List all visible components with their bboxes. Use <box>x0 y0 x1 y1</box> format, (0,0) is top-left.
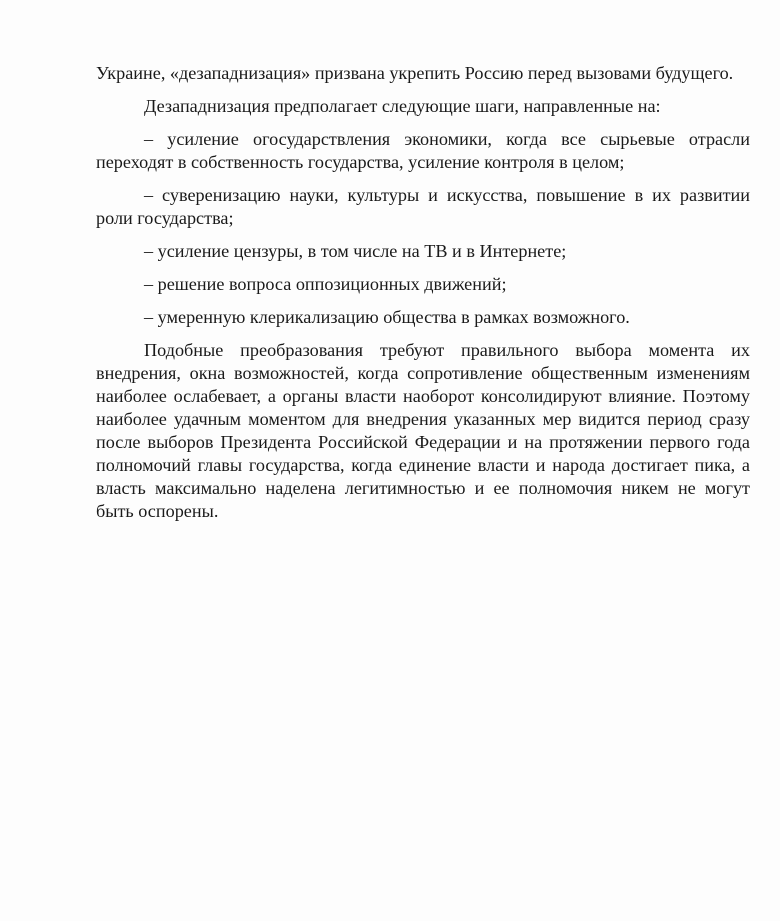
paragraph-steps-intro: Дезападнизация предполагает следующие шаги, направленные на: <box>144 96 661 116</box>
paragraph-timing: Подобные преобразования требуют правильного выбора момента их внедрения, окна возможностей, когда сопротивление общественным изменениям наиболее ослабевает, а органы власти наоборот консолидируют влияние. Поэтому наиболее удачным моментом для внедрения указанных мер видится период сразу после выборов Президента Российской Федерации и на протяжении первого года полномочий главы государства, когда единение власти и народа достигает пика, а власть максимально наделена легитимностью и ее полномочия никем не могут быть оспорены. <box>96 340 750 521</box>
list-item-censorship: – усиление цензуры, в том числе на ТВ и в Интернете; <box>144 241 567 261</box>
list-item-science-culture: – суверенизацию науки, культуры и искусства, повышение в их развитии роли государства; <box>96 185 750 228</box>
document-body <box>96 62 750 533</box>
paragraph-continuation: Украине, «дезападнизация» призвана укрепить Россию перед вызовами будущего. <box>96 63 734 83</box>
list-item-opposition: – решение вопроса оппозиционных движений; <box>144 274 507 294</box>
list-item-clericalization: – умеренную клерикализацию общества в рамках возможного. <box>144 307 630 327</box>
list-item-economy: – усиление огосударствления экономики, когда все сырьевые отрасли переходят в собственность государства, усиление контроля в целом; <box>96 129 750 172</box>
